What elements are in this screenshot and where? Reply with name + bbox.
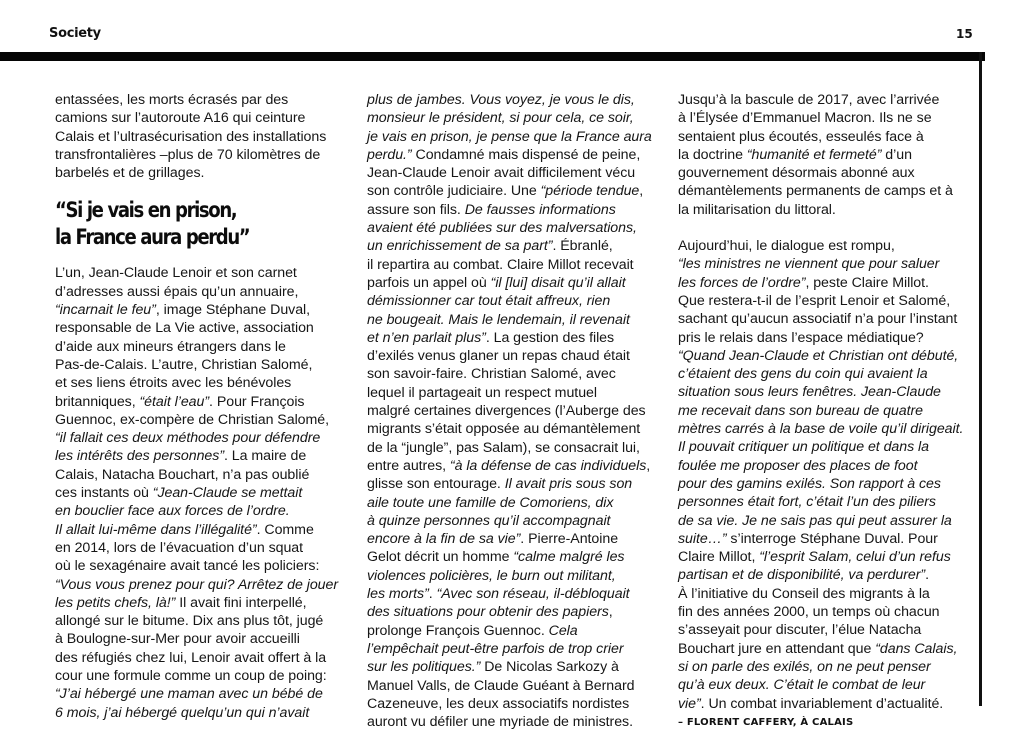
italic-quote-run: “humanité et fermeté” <box>746 146 882 163</box>
text-run: Il avait fini interpellé, allongé sur le bitume. Dix ans plus tôt, jugé à Boulogne-sur-Mer pour avoir accueilli des réfugiés chez lui, Lenoir avait offert à la cour une formule comme un coup de poing: <box>55 594 327 685</box>
text-run: , peste Claire Millot. Que restera-t-il de l’esprit Lenoir et Salomé, sachant qu’aucun associatif n’a pour l’instant pris le relais dans l’espace médiatique? <box>678 274 958 346</box>
article-column-2 <box>367 91 665 731</box>
italic-quote-run: De fausses informations avaient été publiées sur des malversations, un enrichissement de sa part” <box>367 201 637 255</box>
text-run: De Nicolas Sarkozy à Manuel Valls, de Claude Guéant à Bernard Cazeneuve, les deux associatifs nordistes auront vu défiler une myriade de ministres. <box>367 659 635 731</box>
column-3-text-body <box>678 237 976 713</box>
text-run: . La gestion des files d’exilés venus glaner un repas chaud était son savoir-faire. Christian Salomé, avec lequel il partageait un respect mutuel malgré certaines divergences (l’Auberge des migrants s’était opposée au démantèlement de la “jungle”, pas Salam), se consacrait lui, entre autres, <box>367 329 646 474</box>
italic-quote-run: “Vous vous prenez pour qui? Arrêtez de jouer les petits chefs, là!” <box>55 576 339 611</box>
column-3-text-intro <box>678 91 976 219</box>
text-run: , glisse son entourage. <box>367 457 651 493</box>
text-run: . Ébranlé, il repartira au combat. Claire Millot recevait parfois un appel où <box>367 238 634 291</box>
italic-quote-run: “il fallait ces deux méthodes pour défendre les intérêts des personnes” <box>55 430 321 465</box>
italic-quote-run: “à la défense de cas individuels <box>449 457 647 474</box>
italic-quote-run: “calme malgré les violences policières, le burn out militant, les morts” <box>367 549 625 603</box>
page-header <box>0 0 1024 62</box>
italic-quote-run: Il avait pris sous son aile toute une famille de Comoriens, dix à quinze personnes qu’il accompagnait encore à la fin de sa vie” <box>367 476 633 548</box>
text-run: , prolonge François Guennoc. <box>367 604 613 639</box>
italic-quote-run: “les ministres ne viennent que pour saluer les forces de l’ordre” <box>678 256 940 291</box>
text-run: , assure son fils. <box>367 183 644 218</box>
section-title: Society <box>49 26 101 41</box>
pull-quote: “Si je vais en prison, la France aura perdu” <box>55 198 250 250</box>
column-2-text <box>367 91 665 731</box>
text-run: . Comme en 2014, lors de l’évacuation d’un squat où le sexagénaire avait tancé les policiers: <box>55 521 320 575</box>
text-run: Aujourd’hui, le dialogue est rompu, <box>678 238 895 255</box>
text-run: L’un, Jean-Claude Lenoir et son carnet d’adresses aussi épais qu’un annuaire, <box>55 265 299 300</box>
italic-quote-run: “était l’eau” <box>139 393 210 410</box>
text-run: . Un combat invariablement d’actualité. <box>700 695 944 712</box>
article-column-1 <box>55 91 353 722</box>
side-rule <box>979 52 982 706</box>
italic-quote-run: Cela l’empêchait peut-être parfois de trop crier sur les politiques.” <box>367 622 624 676</box>
text-run: . <box>428 586 437 603</box>
italic-quote-run: “période tendue <box>540 183 640 200</box>
italic-quote-run: “dans Calais, si on parle des exilés, on ne peut penser qu’à eux deux. C’était le combat de leur vie” <box>678 640 958 712</box>
page-number: 15 <box>956 27 973 41</box>
italic-quote-run: “incarnait le feu” <box>55 302 156 319</box>
italic-quote-run: “l’esprit Salam, celui d’un refus partisan et de disponibilité, va perdurer” <box>678 549 951 584</box>
italic-quote-run: “Jean-Claude se mettait en bouclier face aux forces de l’ordre. Il allait lui-même dans l’illégalité” <box>55 485 303 538</box>
text-run: , image Stéphane Duval, responsable de La Vie active, association d’aide aux mineurs étrangers dans le Pas-de-Calais. L’autre, Christian Salomé, et ses liens étroits avec les bénévoles britanniques, <box>55 302 314 410</box>
text-run: Jusqu’à la bascule de 2017, avec l’arrivée à l’Élysée d’Emmanuel Macron. Ils ne se sentaient plus écoutés, esseulés face à la doctrine <box>678 92 940 163</box>
byline: – FLORENT CAFFERY, À CALAIS <box>678 716 854 728</box>
text-run: Condamné mais dispensé de peine, Jean-Claude Lenoir avait difficilement vécu son contrôle judiciaire. Une <box>367 146 641 200</box>
italic-quote-run: “J’ai hébergé une maman avec un bébé de 6 mois, j’ai hébergé quelqu’un qui n’avait <box>55 686 323 721</box>
article-column-3 <box>678 91 976 728</box>
italic-quote-run: “Avec son réseau, il-débloquait des situations pour obtenir des papiers <box>367 586 630 621</box>
column-1-text-body <box>55 264 353 721</box>
text-run: . À l’initiative du Conseil des migrants à la fin des années 2000, un temps où chacun s’asseyait pour discuter, l’élue Natacha Bouchart jure en attendant que <box>678 567 940 657</box>
header-rule <box>0 52 985 61</box>
italic-quote-run: “Quand Jean-Claude et Christian ont débuté, c’étaient des gens du coin qui avaient la situation sous leurs fenêtres. Jean-Claude me recevait dans son bureau de quatre mètres carrés à la base de voile qu’il dirigeait. Il pouvait critiquer un politique et dans la foulée me proposer des places de foot pour des gamins exilés. Son rapport à ces personnes était fort, c’était l’un des piliers de sa vie. Je ne sais pas qui peut assurer la suite…” <box>678 347 964 547</box>
text-run: . Pierre-Antoine Gelot décrit un homme <box>367 531 619 566</box>
text-run: d’un gouvernement désormais abonné aux démantèlements permanents de camps et à la militarisation du littoral. <box>678 146 953 218</box>
italic-quote-run: “il [lui] disait qu’il allait démissionner car tout était affreux, rien ne bougeait. Mais le lendemain, il revenait et n’en parlait plus” <box>367 274 630 346</box>
column-1-text-intro: entassées, les morts écrasés par des camions sur l’autoroute A16 qui ceinture Calais et l’ultrasécurisation des installations transfrontalières –plus de 70 kilomètres de barbelés et de grillages. <box>55 92 327 182</box>
text-run: . Pour François Guennoc, ex-compère de Christian Salomé, <box>55 393 330 428</box>
italic-quote-run: plus de jambes. Vous voyez, je vous le dis, monsieur le président, si pour cela, ce soir, je vais en prison, je pense que la France aura perdu.” <box>367 92 652 163</box>
text-run: s’interroge Stéphane Duval. Pour Claire Millot, <box>678 530 938 566</box>
text-run: . La maire de Calais, Natacha Bouchart, n’a pas oublié ces instants où <box>55 448 310 502</box>
paragraph-gap <box>678 219 976 237</box>
